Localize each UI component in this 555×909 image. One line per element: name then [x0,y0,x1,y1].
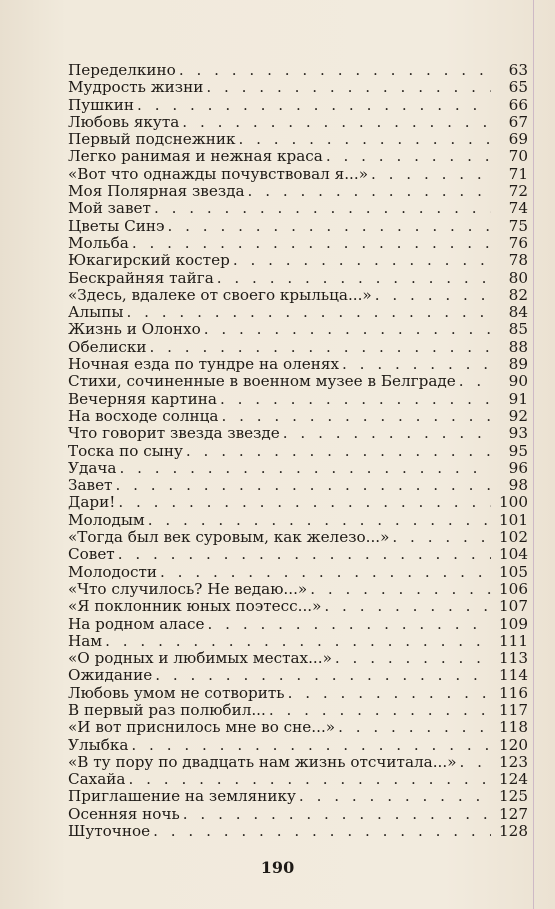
toc-entry [68,806,530,823]
toc-entry [68,270,530,287]
toc-entry-page: 107 [499,598,528,616]
toc-entry-title: Юкагирский костер [68,252,230,270]
dot-leader [221,408,491,425]
toc-entry-title: Осенняя ночь [68,805,180,823]
toc-entry [68,494,530,511]
toc-entry [68,131,530,148]
toc-entry [68,788,530,805]
toc-entry-title: «В ту пору по двадцать нам жизнь отсчитала...» [68,753,457,771]
toc-entry [68,616,530,633]
toc-entry-page: 124 [499,771,528,789]
dot-leader [375,287,491,304]
dot-leader [206,79,491,96]
dot-leader [310,581,491,598]
toc-entry-page: 102 [499,529,528,547]
dot-leader [208,616,491,633]
toc-entry-page: 127 [499,805,528,823]
toc-entry-page: 109 [499,615,528,633]
toc-entry [68,252,530,269]
dot-leader [137,97,491,114]
dot-leader [459,754,491,771]
toc-entry [68,581,530,598]
toc-entry-title: Приглашение на землянику [68,788,296,806]
dot-leader [160,564,491,581]
toc-entry-title: Цветы Синэ [68,217,165,235]
dot-leader [155,667,491,684]
toc-entry [68,529,530,546]
toc-entry [68,425,530,442]
dot-leader [154,200,491,217]
toc-entry-title: «И вот приснилось мне во сне...» [68,719,336,737]
toc-entry-title: Совет [68,546,115,564]
toc-entry-title: Молодым [68,511,145,529]
toc-entry [68,512,530,529]
toc-entry-page: 69 [508,131,528,149]
toc-entry [68,754,530,771]
toc-entry [68,235,530,252]
toc-entry [68,443,530,460]
toc-entry [68,737,530,754]
dot-leader [326,148,491,165]
toc-entry [68,667,530,684]
toc-entry-title: Любовь умом не сотворить [68,684,285,702]
page-number: 190 [260,858,295,877]
toc-entry-page: 117 [499,701,528,719]
toc-entry [68,564,530,581]
dot-leader [126,304,491,321]
toc-entry [68,771,530,788]
toc-entry-title: «О родных и любимых местах...» [68,650,332,668]
toc-entry [68,200,530,217]
dot-leader [182,114,491,131]
toc-entry-title: Мой завет [68,200,151,218]
dot-leader [239,131,492,148]
dot-leader [186,443,491,460]
toc-entry [68,183,530,200]
dot-leader [128,771,491,788]
toc-entry-page: 66 [508,96,528,114]
toc-entry-title: «Вот что однажды почувствовал я...» [68,165,368,183]
toc-entry-title: «Я поклонник юных поэтесс...» [68,598,322,616]
dot-leader [371,166,491,183]
toc-entry-title: Любовь якута [68,113,180,131]
toc-entry-page: 88 [508,338,528,356]
dot-leader [118,494,491,511]
toc-entry-title: На восходе солнца [68,407,219,425]
toc-entry [68,148,530,165]
toc-entry-title: Тоска по сыну [68,442,183,460]
toc-entry-title: Шуточное [68,823,151,841]
dot-leader [118,546,491,563]
toc-entry-title: Бескрайняя тайга [68,269,214,287]
dot-leader [338,719,491,736]
toc-entry-page: 70 [508,148,528,166]
dot-leader [288,685,491,702]
toc-entry-title: Ночная езда по тундре на оленях [68,356,340,374]
dot-leader [149,339,491,356]
dot-leader [179,62,491,79]
toc-entry-title: Сахайа [68,771,126,789]
toc-entry-page: 71 [508,165,528,183]
toc-entry-page: 74 [508,200,528,218]
dot-leader [115,477,491,494]
dot-leader [148,512,491,529]
toc-entry-page: 63 [508,62,528,79]
toc-entry-page: 72 [508,183,528,201]
dot-leader [392,529,491,546]
toc-entry-title: Удача [68,459,117,477]
toc-entry [68,685,530,702]
toc-entry-title: «Здесь, вдалеке от своего крыльца...» [68,286,372,304]
dot-leader [217,270,491,287]
toc-entry [68,97,530,114]
toc-entry-page: 78 [508,252,528,270]
dot-leader [335,650,491,667]
toc-entry [68,546,530,563]
dot-leader [132,235,491,252]
toc-entry-title: Пушкин [68,96,135,114]
toc-entry-page: 123 [499,753,528,771]
toc-entry-page: 96 [508,459,528,477]
toc-entry-page: 111 [499,632,528,650]
dot-leader [299,788,491,805]
toc-entry-page: 80 [508,269,528,287]
toc-entry [68,823,530,840]
dot-leader [459,373,491,390]
toc-entry [68,304,530,321]
dot-leader [283,425,491,442]
toc-entry-page: 76 [508,234,528,252]
toc-entry-title: Ожидание [68,667,153,685]
dot-leader [233,252,491,269]
toc-entry [68,702,530,719]
toc-entry-page: 85 [508,321,528,339]
toc-entry-page: 67 [508,113,528,131]
toc-entry-title: Жизнь и Олонхо [68,321,201,339]
toc-entry [68,650,530,667]
toc-entry-title: Мольба [68,234,129,252]
toc-entry-page: 93 [508,425,528,443]
dot-leader [204,321,491,338]
toc-entry [68,408,530,425]
toc-entry [68,218,530,235]
toc-entry-page: 89 [508,356,528,374]
toc-entry-page: 104 [499,546,528,564]
toc-entry [68,633,530,650]
toc-entry-page: 98 [508,477,528,495]
toc-entry-page: 114 [499,667,528,685]
toc-entry [68,719,530,736]
toc-entry [68,321,530,338]
toc-entry-page: 84 [508,304,528,322]
toc-entry-page: 100 [499,494,528,512]
dot-leader [324,598,491,615]
toc-entry-title: Первый подснежник [68,131,236,149]
toc-entry-title: В первый раз полюбил... [68,701,266,719]
toc-entry-page: 120 [499,736,528,754]
dot-leader [131,737,491,754]
toc-entry-title: Обелиски [68,338,147,356]
toc-entry-page: 92 [508,407,528,425]
toc-entry-page: 106 [499,580,528,598]
toc-entry-title: Моя Полярная звезда [68,183,245,201]
toc-entry [68,287,530,304]
toc-entry [68,79,530,96]
toc-entry-page: 75 [508,217,528,235]
toc-entry [68,114,530,131]
toc-entry-page: 128 [499,823,528,841]
toc-entry-page: 118 [499,719,528,737]
toc-entry-title: Легко ранимая и нежная краса [68,148,323,166]
dot-leader [119,460,491,477]
toc-entry-title: Мудрость жизни [68,79,204,97]
toc-entry-page: 90 [508,373,528,391]
toc-entry-title: Вечерняя картина [68,390,217,408]
toc-entry-page: 116 [499,684,528,702]
toc-entry-title: Улыбка [68,736,129,754]
toc-entry [68,391,530,408]
toc-entry-title: Дари! [68,494,116,512]
toc-entry [68,356,530,373]
toc-entry-page: 82 [508,286,528,304]
toc-entry [68,166,530,183]
toc-entry-page: 91 [508,390,528,408]
toc-entry [68,373,530,390]
toc-entry-page: 113 [499,650,528,668]
dot-leader [269,702,491,719]
toc-entry [68,460,530,477]
dot-leader [342,356,491,373]
toc-entry-page: 125 [499,788,528,806]
table-of-contents [68,62,530,840]
toc-entry-title: На родном аласе [68,615,205,633]
dot-leader [167,218,491,235]
toc-entry-title: Завет [68,477,113,495]
dot-leader [248,183,491,200]
toc-entry-title: Алыпы [68,304,124,322]
toc-entry-page: 101 [499,511,528,529]
toc-entry [68,62,530,79]
toc-entry-page: 105 [499,563,528,581]
toc-entry [68,339,530,356]
toc-entry [68,477,530,494]
toc-entry-title: Нам [68,632,103,650]
toc-entry-title: Стихи, сочиненные в военном музее в Белграде [68,373,456,391]
dot-leader [153,823,491,840]
dot-leader [105,633,491,650]
toc-entry [68,598,530,615]
toc-entry-page: 65 [508,79,528,97]
toc-entry-page: 95 [508,442,528,460]
toc-entry-title: Переделкино [68,62,176,79]
toc-entry-title: «Тогда был век суровым, как железо...» [68,529,390,547]
toc-entry-title: Молодости [68,563,158,581]
dot-leader [220,391,491,408]
toc-entry-title: Что говорит звезда звезде [68,425,280,443]
margin-line [533,0,534,909]
dot-leader [183,806,491,823]
toc-entry-title: «Что случилось? Не ведаю...» [68,580,308,598]
